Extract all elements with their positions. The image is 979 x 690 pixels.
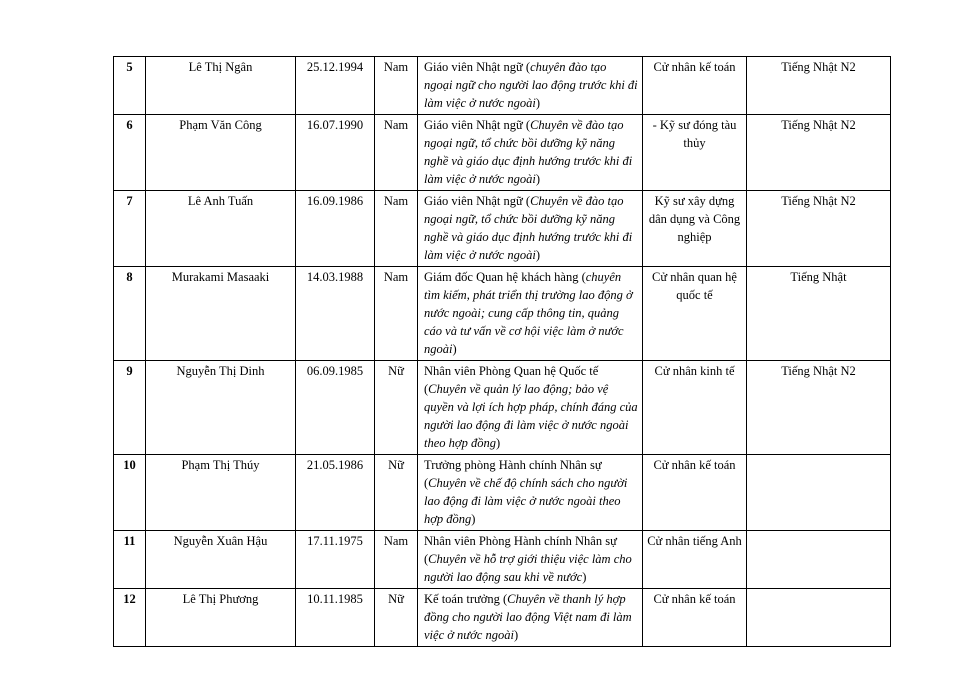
position-description: [418, 455, 643, 531]
gender: Nữ: [375, 361, 418, 455]
date-of-birth: 14.03.1988: [296, 267, 375, 361]
gender: Nữ: [375, 589, 418, 647]
position-title: Nhân viên Phòng Hành chính Nhân sự (: [424, 534, 617, 566]
position-close: ): [513, 628, 519, 642]
degree: Cử nhân kinh tế: [643, 361, 747, 455]
table-row: [114, 361, 891, 455]
language-skill: Tiếng Nhật N2: [747, 191, 891, 267]
gender: Nam: [375, 57, 418, 115]
position-description: [418, 191, 643, 267]
position-description: [418, 57, 643, 115]
employee-name: Lê Thị Phương: [146, 589, 296, 647]
row-number: 8: [114, 267, 146, 361]
position-title: Nhân viên Phòng Quan hệ Quốc tế (: [424, 364, 599, 396]
position-detail: Chuyên về đào tạo ngoại ngữ, tổ chức bồi dưỡng kỹ năng nghề và giáo dục định hướng trước khi đi làm việc ở nước ngoài: [424, 118, 633, 186]
date-of-birth: 21.05.1986: [296, 455, 375, 531]
position-detail: Chuyên về chế độ chính sách cho người lao động đi làm việc ở nước ngoài theo hợp đồng: [424, 476, 628, 526]
position-description: [418, 361, 643, 455]
degree: Cử nhân kế toán: [643, 57, 747, 115]
table-row: [114, 267, 891, 361]
position-description: [418, 589, 643, 647]
language-skill: [747, 455, 891, 531]
row-number: 9: [114, 361, 146, 455]
gender: Nữ: [375, 455, 418, 531]
position-title: Giáo viên Nhật ngữ (: [424, 118, 531, 132]
position-title: Giáo viên Nhật ngữ (: [424, 60, 531, 74]
position-close: ): [535, 96, 540, 110]
position-close: ): [495, 436, 501, 450]
position-title: Kế toán trưởng (: [424, 592, 508, 606]
table-row: [114, 455, 891, 531]
row-number: 10: [114, 455, 146, 531]
degree: Cử nhân tiếng Anh: [643, 531, 747, 589]
table-row: [114, 589, 891, 647]
degree: Cử nhân kế toán: [643, 589, 747, 647]
degree: Cử nhân kế toán: [643, 455, 747, 531]
date-of-birth: 16.07.1990: [296, 115, 375, 191]
table-row: [114, 191, 891, 267]
language-skill: Tiếng Nhật N2: [747, 57, 891, 115]
position-detail: chuyên đào tạo ngoại ngữ cho người lao động trước khi đi làm việc ở nước ngoài: [424, 60, 638, 110]
position-title: Giám đốc Quan hệ khách hàng (: [424, 270, 586, 284]
staff-table: [113, 56, 891, 647]
position-detail: Chuyên về hỗ trợ giới thiệu việc làm cho người lao động sau khi về nước: [424, 552, 632, 584]
position-title: Trưởng phòng Hành chính Nhân sự (: [424, 458, 602, 490]
gender: Nam: [375, 267, 418, 361]
gender: Nam: [375, 191, 418, 267]
table-row: [114, 531, 891, 589]
position-description: [418, 267, 643, 361]
employee-name: Nguyễn Thị Dinh: [146, 361, 296, 455]
position-description: [418, 531, 643, 589]
row-number: 5: [114, 57, 146, 115]
row-number: 12: [114, 589, 146, 647]
employee-name: Phạm Thị Thúy: [146, 455, 296, 531]
employee-name: Murakami Masaaki: [146, 267, 296, 361]
row-number: 7: [114, 191, 146, 267]
employee-name: Lê Anh Tuấn: [146, 191, 296, 267]
date-of-birth: 06.09.1985: [296, 361, 375, 455]
date-of-birth: 10.11.1985: [296, 589, 375, 647]
employee-name: Phạm Văn Công: [146, 115, 296, 191]
date-of-birth: 17.11.1975: [296, 531, 375, 589]
date-of-birth: 16.09.1986: [296, 191, 375, 267]
position-detail: Chuyên về quản lý lao động; bảo vệ quyền và lợi ích hợp pháp, chính đáng của người lao động đi làm việc ở nước ngoài theo hợp đồng: [424, 382, 638, 450]
row-number: 11: [114, 531, 146, 589]
language-skill: Tiếng Nhật N2: [747, 361, 891, 455]
position-close: ): [582, 570, 587, 584]
table-row: [114, 115, 891, 191]
language-skill: [747, 531, 891, 589]
gender: Nam: [375, 531, 418, 589]
degree: - Kỹ sư đóng tàu thủy: [643, 115, 747, 191]
degree: Kỹ sư xây dựng dân dụng và Công nghiệp: [643, 191, 747, 267]
position-title: Giáo viên Nhật ngữ (: [424, 194, 531, 208]
position-detail: Chuyên về đào tạo ngoại ngữ, tổ chức bồi dưỡng kỹ năng nghề và giáo dục định hướng trước khi đi làm việc ở nước ngoài: [424, 194, 633, 262]
table-row: [114, 57, 891, 115]
language-skill: Tiếng Nhật: [747, 267, 891, 361]
position-detail: chuyên tìm kiếm, phát triển thị trường lao động ở nước ngoài; cung cấp thông tin, quảng cáo và tư vấn về cơ hội việc làm ở nước ngoài: [424, 270, 633, 356]
degree: Cử nhân quan hệ quốc tế: [643, 267, 747, 361]
employee-name: Lê Thị Ngân: [146, 57, 296, 115]
gender: Nam: [375, 115, 418, 191]
employee-name: Nguyễn Xuân Hậu: [146, 531, 296, 589]
position-detail: Chuyên về thanh lý hợp đồng cho người lao động Việt nam đi làm việc ở nước ngoài: [424, 592, 632, 642]
row-number: 6: [114, 115, 146, 191]
position-close: ): [452, 342, 457, 356]
language-skill: Tiếng Nhật N2: [747, 115, 891, 191]
position-description: [418, 115, 643, 191]
position-close: ): [471, 512, 476, 526]
position-close: ): [535, 248, 540, 262]
staff-table-body: [114, 57, 891, 647]
position-close: ): [535, 172, 540, 186]
date-of-birth: 25.12.1994: [296, 57, 375, 115]
language-skill: [747, 589, 891, 647]
